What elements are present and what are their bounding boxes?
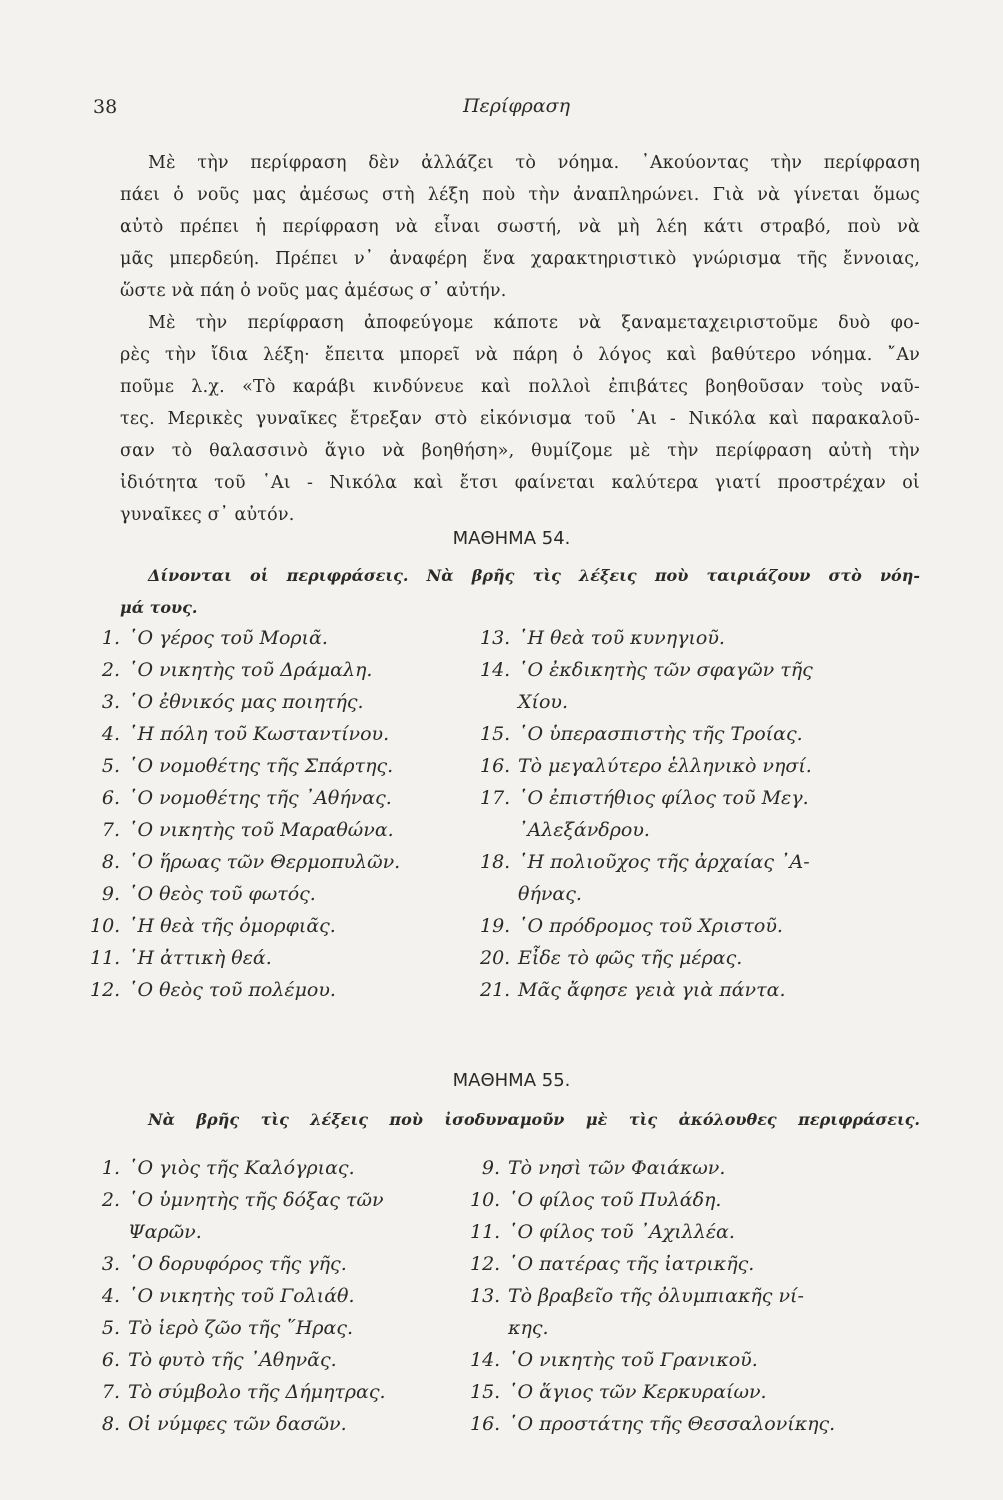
item-text: ῾Ο γιὸς τῆς Καλόγριας.	[128, 1157, 355, 1179]
list-item	[480, 942, 813, 974]
text-line: Μὲ τὴν περίφραση ἀποφεύγομε κάποτε νὰ ξαναμεταχειριστοῦμε δυὸ φο-	[148, 313, 920, 333]
item-text: Ψαρῶν.	[128, 1221, 202, 1243]
item-text: Τὸ σύμβολο τῆς Δήμητρας.	[128, 1381, 386, 1403]
lesson-55-left-column	[90, 1152, 386, 1440]
item-number: 4.	[101, 1285, 120, 1307]
list-item	[90, 686, 400, 718]
list-item	[90, 1248, 386, 1280]
item-text: ῾Ο νομοθέτης τῆς ᾿Αθήνας.	[128, 787, 392, 809]
item-number: 9.	[101, 883, 120, 905]
list-item	[90, 814, 400, 846]
item-number: 2.	[101, 1189, 120, 1211]
item-number: 12.	[470, 1253, 501, 1275]
item-text: ῾Ο φίλος τοῦ Πυλάδη.	[508, 1189, 722, 1211]
item-text: ῾Ο φίλος τοῦ ᾿Αχιλλέα.	[508, 1221, 735, 1243]
list-item	[90, 1184, 386, 1216]
list-item	[90, 1280, 386, 1312]
list-item	[470, 1376, 835, 1408]
item-text: ῾Ο θεὸς τοῦ πολέμου.	[128, 979, 336, 1001]
item-number: 10.	[470, 1189, 501, 1211]
item-text: ῾Ο πρόδρομος τοῦ Χριστοῦ.	[518, 915, 783, 937]
item-number: 9.	[481, 1157, 500, 1179]
lesson-55-instructions	[120, 1104, 920, 1136]
item-number: 7.	[101, 1381, 120, 1403]
item-text: Τὸ νησὶ τῶν Φαιάκων.	[508, 1157, 726, 1179]
item-text: Μᾶς ἄφησε γειὰ γιὰ πάντα.	[518, 979, 786, 1001]
text-line: μᾶς μπερδεύη. Πρέπει ν᾿ ἀναφέρη ἕνα χαρακτηριστικὸ γνώρισμα τῆς ἔννοιας,	[120, 249, 920, 269]
lesson-55-right-column	[470, 1152, 835, 1440]
text-line: ὥστε νὰ πάη ὁ νοῦς μας ἀμέσως σ᾿ αὐτήν.	[120, 281, 507, 301]
item-number: 11.	[470, 1221, 501, 1243]
text-line: γυναῖκες σ᾿ αὐτόν.	[120, 505, 295, 525]
item-text: ῾Η πολιοῦχος τῆς ἀρχαίας ᾿Α-	[518, 851, 810, 873]
list-item	[90, 878, 400, 910]
item-text: ῾Ο γέρος τοῦ Μοριᾶ.	[128, 627, 328, 649]
item-number: 6.	[101, 1349, 120, 1371]
item-number: 8.	[101, 851, 120, 873]
lesson-54-title: ΜΑΘΗΜΑ 54.	[452, 528, 571, 549]
item-number: 3.	[101, 691, 120, 713]
list-item	[90, 846, 400, 878]
paragraph-2	[120, 307, 920, 531]
list-item	[90, 1376, 386, 1408]
item-text: Τὸ φυτὸ τῆς ᾿Αθηνᾶς.	[128, 1349, 337, 1371]
lesson-54-instructions	[120, 560, 920, 624]
item-number: 20.	[480, 947, 511, 969]
list-item	[90, 1408, 386, 1440]
item-text: ῾Η θεὰ τοῦ κυνηγιοῦ.	[518, 627, 725, 649]
text-line: σαν τὸ θαλασσινὸ ἅγιο νὰ βοηθήση», θυμίζομε μὲ τὴν περίφραση αὐτὴ τὴν	[120, 441, 920, 461]
list-item	[480, 974, 813, 1006]
item-number: 10.	[90, 915, 121, 937]
item-text: θήνας.	[518, 883, 582, 905]
text-line: ἰδιότητα τοῦ ῾Αι - Νικόλα καὶ ἔτσι φαίνεται καλύτερα γιατί προστρέχαν οἱ	[120, 473, 920, 493]
item-number: 12.	[90, 979, 121, 1001]
item-number: 5.	[101, 1317, 120, 1339]
list-item	[480, 782, 813, 814]
item-text: ῾Ο ἅγιος τῶν Κερκυραίων.	[508, 1381, 767, 1403]
list-item	[470, 1216, 835, 1248]
text-line: Μὲ τὴν περίφραση δὲν ἀλλάζει τὸ νόημα. ᾿Ακούοντας τὴν περίφραση	[148, 153, 920, 173]
list-item	[90, 750, 400, 782]
item-number: 14.	[480, 659, 511, 681]
text-line: τες. Μερικὲς γυναῖκες ἔτρεξαν στὸ εἰκόνισμα τοῦ ῾Αι - Νικόλα καὶ παρακαλοῦ-	[120, 409, 920, 429]
list-item	[470, 1152, 835, 1184]
list-item	[470, 1280, 835, 1312]
item-text: ῾Ο ἥρωας τῶν Θερμοπυλῶν.	[128, 851, 401, 873]
list-item	[90, 1216, 386, 1248]
paragraph-1	[120, 147, 920, 307]
item-text: ῾Ο νομοθέτης τῆς Σπάρτης.	[128, 755, 394, 777]
list-item	[480, 910, 813, 942]
item-text: ῾Ο νικητὴς τοῦ Γρανικοῦ.	[508, 1349, 758, 1371]
list-item	[480, 686, 813, 718]
list-item	[480, 654, 813, 686]
item-text: ῾Ο θεὸς τοῦ φωτός.	[128, 883, 316, 905]
item-number: 13.	[470, 1285, 501, 1307]
item-number: 18.	[480, 851, 511, 873]
lesson-54-right-column	[480, 622, 813, 1006]
item-number: 3.	[101, 1253, 120, 1275]
item-number: 16.	[470, 1413, 501, 1435]
list-item	[90, 1152, 386, 1184]
item-number: 7.	[101, 819, 120, 841]
list-item	[90, 1344, 386, 1376]
item-text: ῾Ο ἐπιστήθιος φίλος τοῦ Μεγ.	[518, 787, 809, 809]
item-number: 11.	[90, 947, 121, 969]
item-text: ᾿Αλεξάνδρου.	[518, 819, 650, 841]
item-text: ῾Η ἀττικὴ θεά.	[128, 947, 272, 969]
list-item	[90, 718, 400, 750]
list-item	[90, 1312, 386, 1344]
running-title: Περίφραση	[462, 95, 571, 117]
list-item	[470, 1248, 835, 1280]
list-item	[480, 814, 813, 846]
item-number: 14.	[470, 1349, 501, 1371]
item-text: Τὸ μεγαλύτερο ἑλληνικὸ νησί.	[518, 755, 812, 777]
item-number: 21.	[480, 979, 511, 1001]
item-text: ῾Η θεὰ τῆς ὀμορφιᾶς.	[128, 915, 336, 937]
item-number: 1.	[101, 1157, 120, 1179]
item-text: ῾Ο δορυφόρος τῆς γῆς.	[128, 1253, 347, 1275]
item-text: ῾Η πόλη τοῦ Κωσταντίνου.	[128, 723, 390, 745]
item-text: ῾Ο νικητὴς τοῦ Δράμαλη.	[128, 659, 373, 681]
item-text: ῾Ο ὑμνητὴς τῆς δόξας τῶν	[128, 1189, 384, 1211]
list-item	[470, 1184, 835, 1216]
item-text: ῾Ο πατέρας τῆς ἰατρικῆς.	[508, 1253, 755, 1275]
item-number: 15.	[480, 723, 511, 745]
item-number: 8.	[101, 1413, 120, 1435]
item-number: 6.	[101, 787, 120, 809]
list-item	[90, 622, 400, 654]
item-number: 2.	[101, 659, 120, 681]
item-number: 16.	[480, 755, 511, 777]
item-number: 13.	[480, 627, 511, 649]
item-number: 15.	[470, 1381, 501, 1403]
item-text: Χίου.	[518, 691, 569, 713]
list-item	[470, 1344, 835, 1376]
item-text: ῾Ο νικητὴς τοῦ Μαραθώνα.	[128, 819, 394, 841]
item-number: 5.	[101, 755, 120, 777]
lesson-55-title: ΜΑΘΗΜΑ 55.	[452, 1070, 571, 1091]
page-number: 38	[93, 96, 118, 118]
item-text: κης.	[508, 1317, 549, 1339]
item-text: ῾Ο ὑπερασπιστὴς τῆς Τροίας.	[518, 723, 803, 745]
list-item	[480, 878, 813, 910]
list-item	[480, 750, 813, 782]
item-text: ῾Ο ἐθνικός μας ποιητής.	[128, 691, 364, 713]
text-line: πάει ὁ νοῦς μας ἀμέσως στὴ λέξη ποὺ τὴν ἀναπληρώνει. Γιὰ νὰ γίνεται ὅμως	[120, 185, 920, 205]
item-text: Εἶδε τὸ φῶς τῆς μέρας.	[518, 947, 743, 969]
list-item	[90, 942, 400, 974]
list-item	[480, 718, 813, 750]
item-number: 17.	[480, 787, 511, 809]
list-item	[90, 974, 400, 1006]
instruction-line: Νὰ βρῆς τὶς λέξεις ποὺ ἰσοδυναμοῦν μὲ τὶς ἀκόλουθες περιφράσεις.	[148, 1110, 920, 1129]
text-line: αὐτὸ πρέπει ἡ περίφραση νὰ εἶναι σωστή, νὰ μὴ λέη κάτι στραβό, ποὺ νὰ	[120, 217, 920, 237]
list-item	[90, 910, 400, 942]
list-item	[480, 622, 813, 654]
list-item	[470, 1312, 835, 1344]
item-text: ῾Ο ἐκδικητὴς τῶν σφαγῶν τῆς	[518, 659, 813, 681]
item-text: Τὸ βραβεῖο τῆς ὀλυμπιακῆς νί-	[508, 1285, 804, 1307]
item-text: Οἱ νύμφες τῶν δασῶν.	[128, 1413, 347, 1435]
list-item	[90, 782, 400, 814]
list-item	[480, 846, 813, 878]
item-number: 1.	[101, 627, 120, 649]
text-line: ρὲς τὴν ἴδια λέξη· ἔπειτα μπορεῖ νὰ πάρη ὁ λόγος καὶ βαθύτερο νόημα. ῎Αν	[120, 345, 920, 365]
item-text: Τὸ ἱερὸ ζῶο τῆς ῞Ηρας.	[128, 1317, 354, 1339]
lesson-54-left-column	[90, 622, 400, 1006]
instruction-line: Δίνονται οἱ περιφράσεις. Νὰ βρῆς τὶς λέξεις ποὺ ταιριάζουν στὸ νόη-	[148, 566, 920, 585]
text-line: ποῦμε λ.χ. «Τὸ καράβι κινδύνευε καὶ πολλοὶ ἐπιβάτες βοηθοῦσαν τοὺς ναῦ-	[120, 377, 920, 397]
list-item	[90, 654, 400, 686]
item-text: ῾Ο νικητὴς τοῦ Γολιάθ.	[128, 1285, 355, 1307]
instruction-line: μά τους.	[120, 598, 198, 617]
item-text: ῾Ο προστάτης τῆς Θεσσαλονίκης.	[508, 1413, 836, 1435]
item-number: 19.	[480, 915, 511, 937]
list-item	[470, 1408, 835, 1440]
item-number: 4.	[101, 723, 120, 745]
